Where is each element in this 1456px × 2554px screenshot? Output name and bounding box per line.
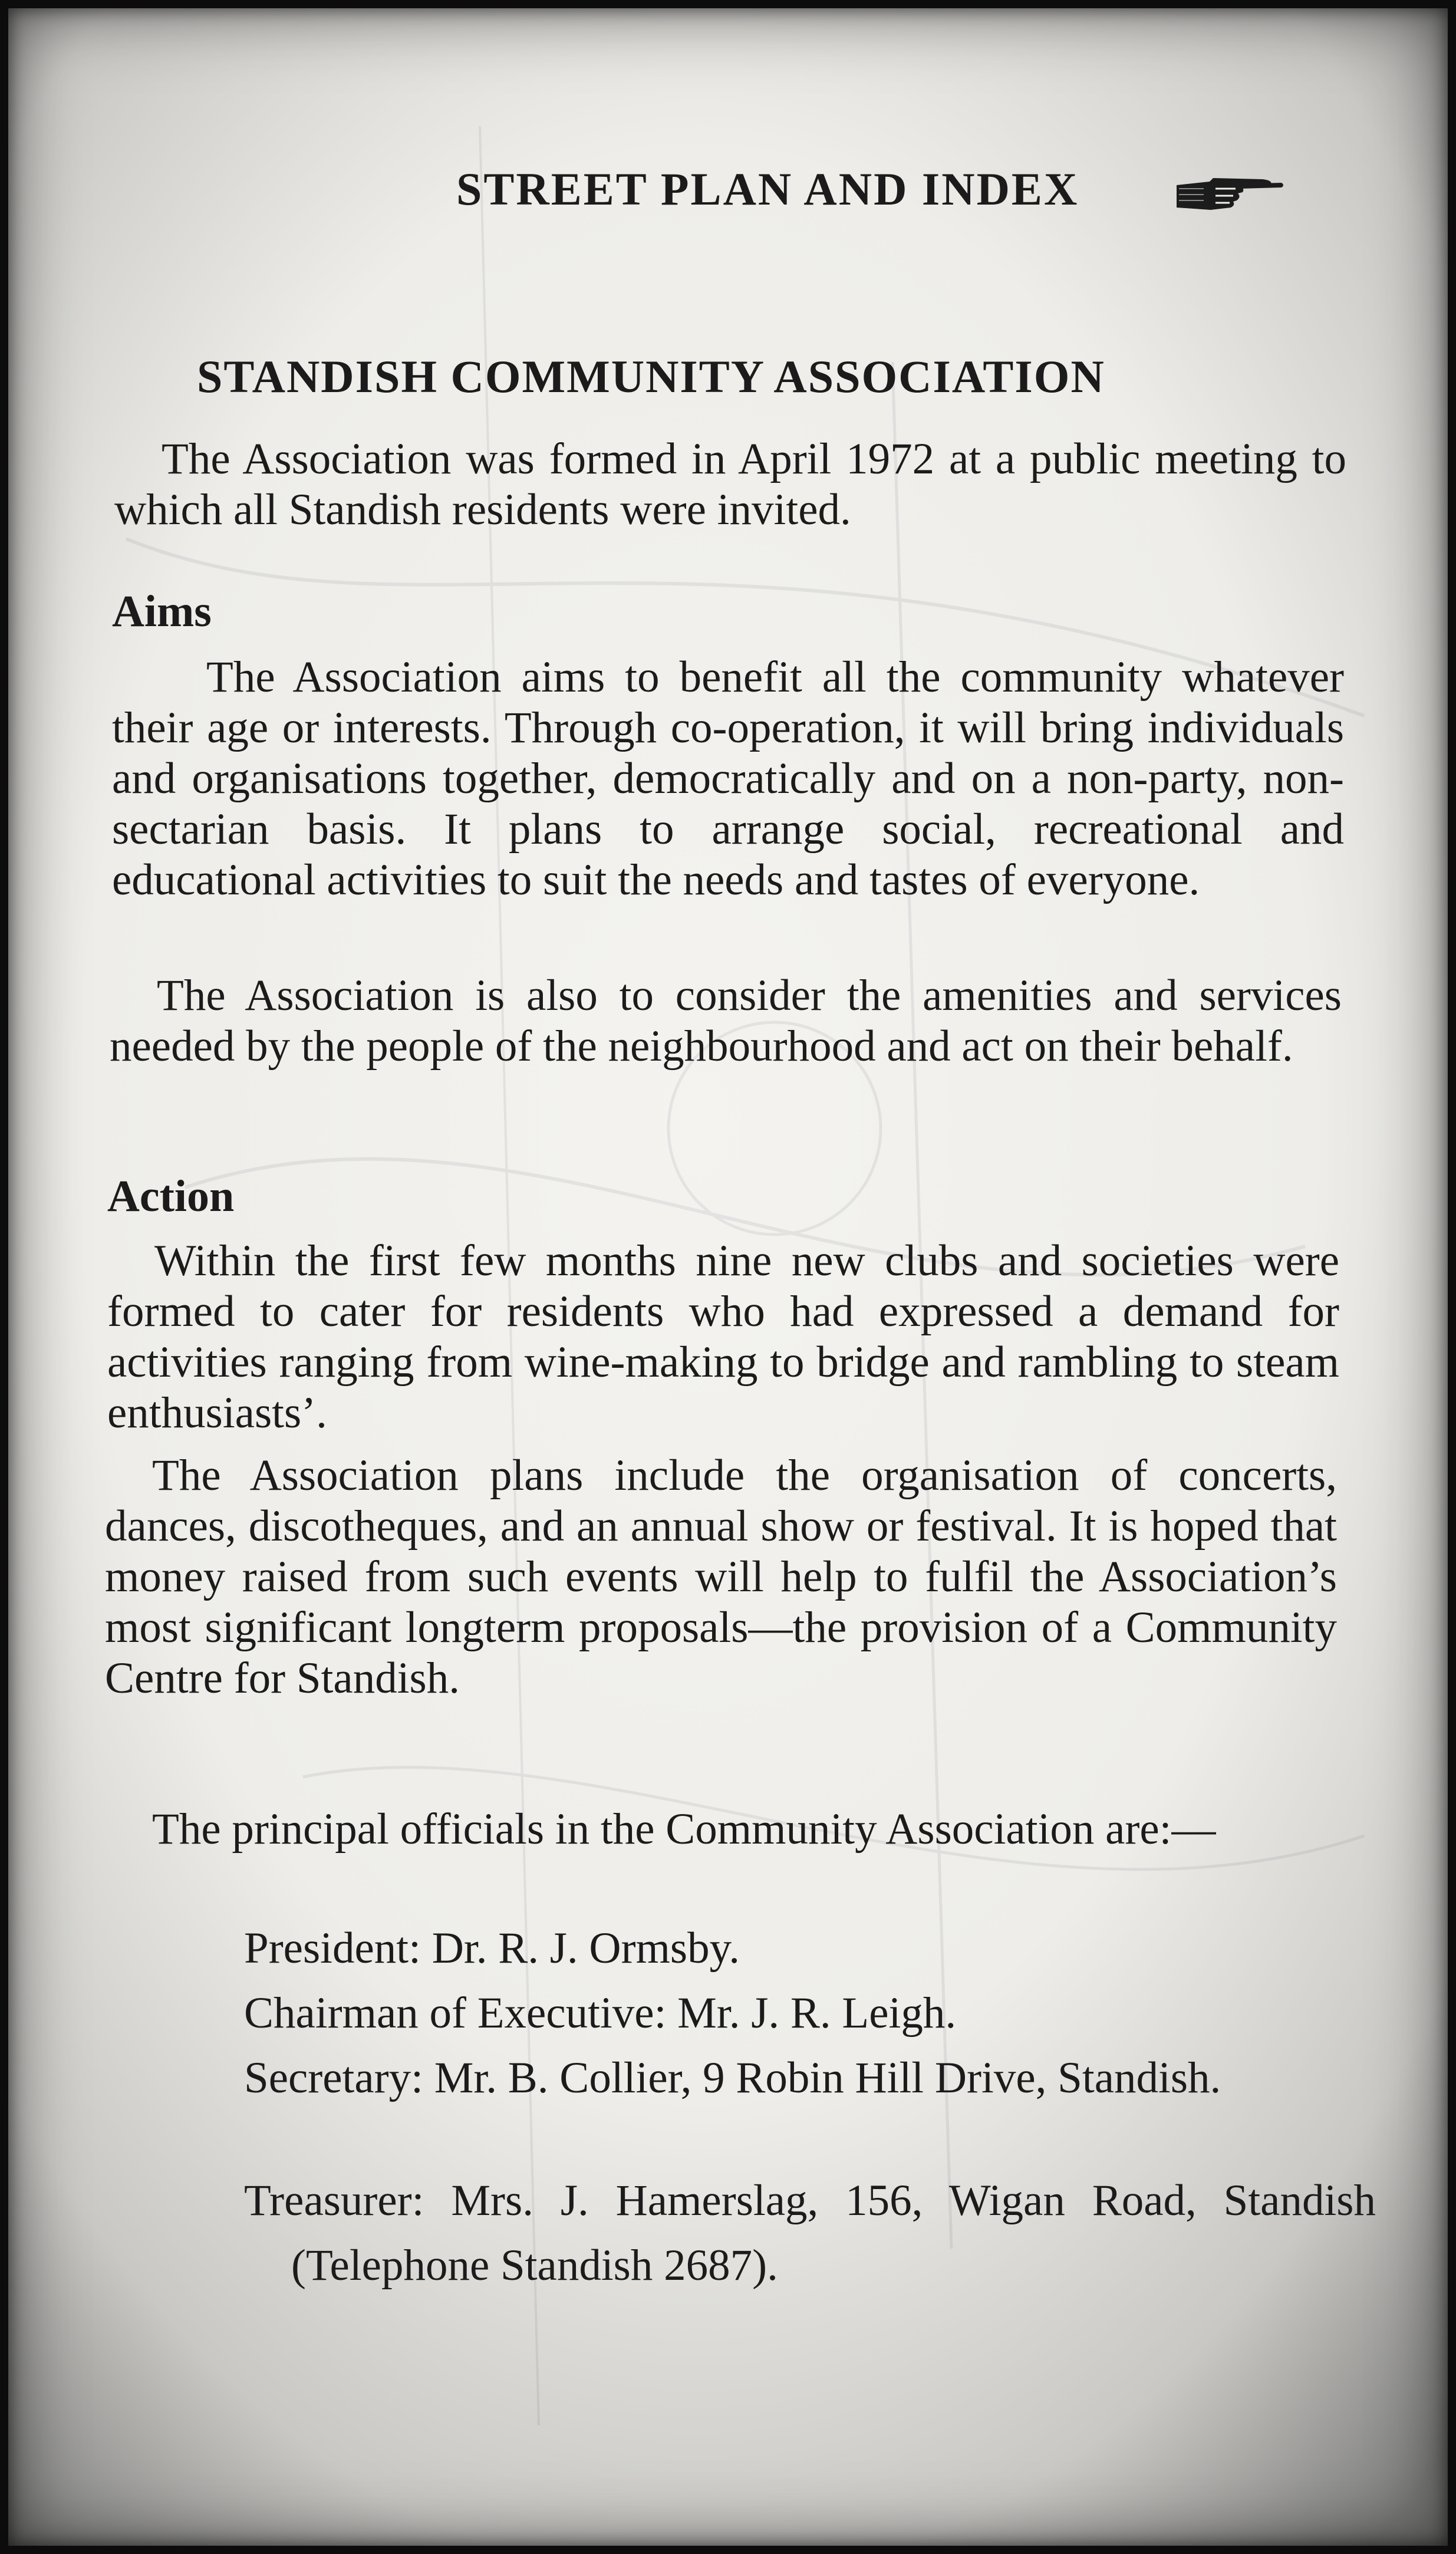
intro-paragraph: The Association was formed in April 1972 at a public meeting to which all Standish residents were invited. <box>114 435 1346 534</box>
action-paragraph-2: The Association plans include the organisation of concerts, dances, discotheques, and an annual show or festival. It is hoped that money raised from such events will help to fulfil the Association’s most significant longterm proposals—the provision of a Community Centre for Standish. <box>105 1451 1337 1703</box>
page-title: STANDISH COMMUNITY ASSOCIATION <box>197 351 1105 402</box>
document-body <box>8 8 1448 2546</box>
official-president: President: Dr. R. J. Ormsby. <box>244 1924 740 1973</box>
officials-intro: The principal officials in the Community Association are:— <box>152 1805 1216 1854</box>
aims-paragraph-2: The Association is also to consider the amenities and services needed by the people of the neighbourhood and act on their behalf. <box>110 971 1342 1071</box>
official-treasurer: Treasurer: Mrs. J. Hamerslag, 156, Wigan Road, Standish (Telephone Standish 2687). <box>244 2176 1376 2290</box>
official-chairman: Chairman of Executive: Mr. J. R. Leigh. <box>244 1989 957 2038</box>
pointing-hand-icon <box>1174 171 1286 218</box>
action-heading: Action <box>107 1171 235 1221</box>
aims-heading: Aims <box>112 587 212 636</box>
aims-paragraph-1: The Association aims to benefit all the community whatever their age or interests. Through co-operation, it will bring individuals and organisations together, democratically and on a non-party, non-sectarian basis. It plans to arrange social, recreational and educational activities to suit the needs and tastes of everyone. <box>112 653 1344 904</box>
official-secretary: Secretary: Mr. B. Collier, 9 Robin Hill Drive, Standish. <box>244 2053 1221 2102</box>
running-head: STREET PLAN AND INDEX <box>456 163 1079 215</box>
action-paragraph-1: Within the first few months nine new clubs and societies were formed to cater for residents who had expressed a demand for activities ranging from wine-making to bridge and rambling to steam enthusiasts’. <box>107 1236 1339 1437</box>
page <box>8 8 1448 2546</box>
